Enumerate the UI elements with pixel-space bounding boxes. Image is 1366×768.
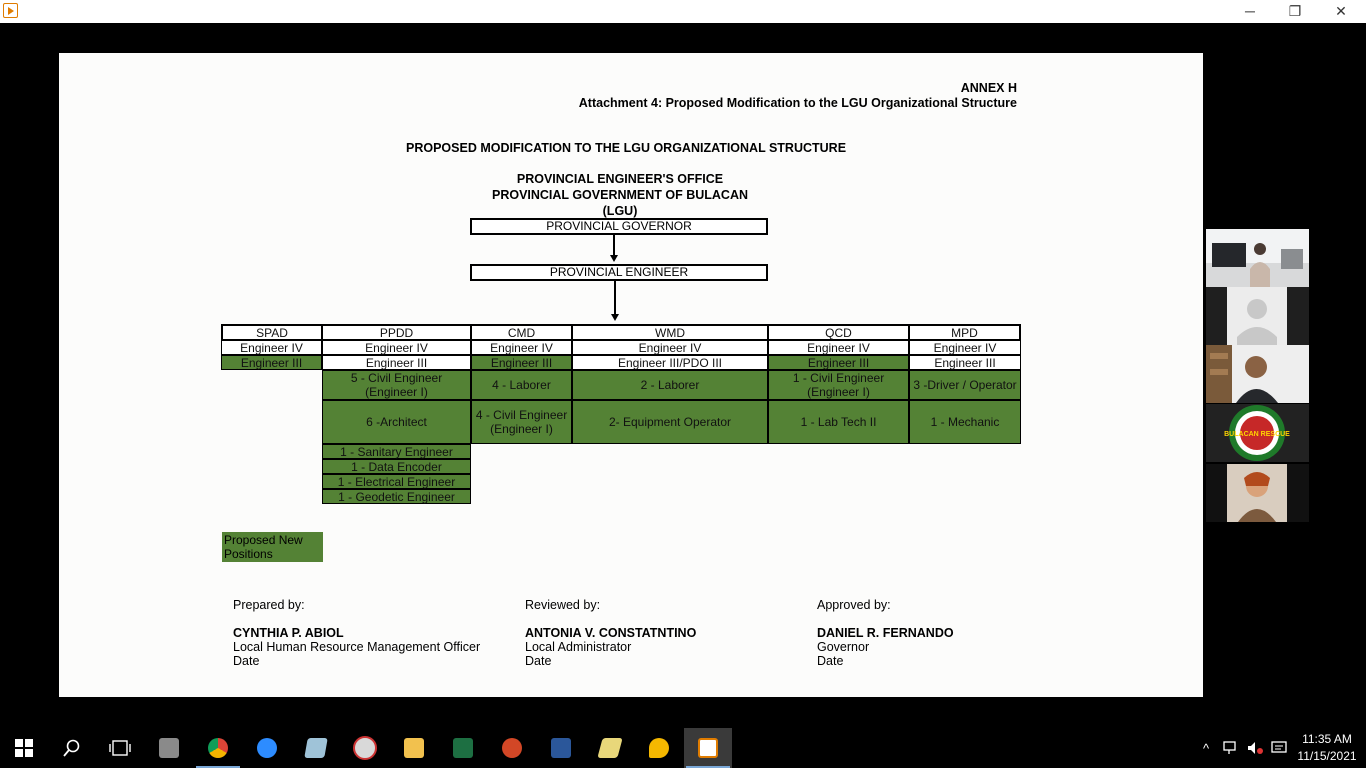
org-cell: Engineer III <box>322 355 471 370</box>
start-button[interactable] <box>0 728 48 768</box>
org-cell-proposed: Engineer III <box>221 355 322 370</box>
taskbar-chat[interactable] <box>635 728 683 768</box>
taskbar-sticky-folder[interactable] <box>586 728 634 768</box>
clock-time: 11:35 AM <box>1302 732 1352 746</box>
org-cell-proposed: 2- Equipment Operator <box>572 400 768 444</box>
zoom-icon <box>257 738 277 758</box>
sticky-notes-icon <box>597 738 622 758</box>
taskbar-powerpoint[interactable] <box>488 728 536 768</box>
app-icon <box>3 3 18 18</box>
clock[interactable] <box>1292 731 1362 765</box>
org-cell: Engineer III/PDO III <box>572 355 768 370</box>
org-cell: Engineer IV <box>572 340 768 355</box>
division-header-spad: SPAD <box>221 324 322 340</box>
org-cell: Engineer IV <box>471 340 572 355</box>
division-header-qcd: QCD <box>768 324 909 340</box>
excel-icon <box>453 738 473 758</box>
attachment-label: Attachment 4: Proposed Modification to the LGU Organizational Structure <box>578 96 1017 110</box>
org-cell-proposed: 1 - Electrical Engineer <box>322 474 471 489</box>
taskbar-chrome[interactable] <box>194 728 242 768</box>
org-cell-proposed: 1 - Geodetic Engineer <box>322 489 471 504</box>
provincial-governor-box: PROVINCIAL GOVERNOR <box>470 218 768 235</box>
approved-title: Governor <box>817 640 870 654</box>
lgu-label: (LGU) <box>602 204 638 218</box>
approved-label: Approved by: <box>817 598 891 612</box>
participant-photo <box>1206 345 1309 403</box>
close-button[interactable]: ✕ <box>1335 3 1347 19</box>
org-cell-proposed: 4 - Laborer <box>471 370 572 400</box>
notes-icon <box>304 738 328 758</box>
rescue-logo-icon <box>1206 404 1309 462</box>
reviewed-name: ANTONIA V. CONSTATNTINO <box>525 626 697 640</box>
avatar-placeholder-icon <box>1206 287 1309 345</box>
participant-photo <box>1206 464 1309 522</box>
org-cell-proposed: 2 - Laborer <box>572 370 768 400</box>
taskbar-word[interactable] <box>537 728 585 768</box>
taskbar-app-notes[interactable] <box>292 728 340 768</box>
window-titlebar <box>0 0 1366 23</box>
participant-video-5[interactable] <box>1206 464 1309 522</box>
provincial-engineer-box: PROVINCIAL ENGINEER <box>470 264 768 281</box>
reviewed-title: Local Administrator <box>525 640 632 654</box>
taskbar-excel[interactable] <box>439 728 487 768</box>
taskbar-calculator[interactable] <box>145 728 193 768</box>
org-cell: Engineer III <box>909 355 1021 370</box>
arrow-line <box>614 281 616 315</box>
prepared-date: Date <box>233 654 260 668</box>
network-icon[interactable] <box>1220 728 1242 768</box>
prepared-title: Local Human Resource Management Officer <box>233 640 481 654</box>
division-header-mpd: MPD <box>909 324 1021 340</box>
org-cell: Engineer IV <box>909 340 1021 355</box>
windows-taskbar <box>0 728 1366 768</box>
chat-bubble-icon <box>649 738 669 758</box>
media-player-icon <box>698 738 718 758</box>
org-cell-proposed: 6 -Architect <box>322 400 471 444</box>
snipping-tool-icon <box>353 736 377 760</box>
main-title: PROPOSED MODIFICATION TO THE LGU ORGANIZATIONAL STRUCTURE <box>406 141 847 155</box>
participant-video-4[interactable] <box>1206 404 1309 462</box>
org-cell: Engineer IV <box>322 340 471 355</box>
participant-video-3[interactable] <box>1206 345 1309 403</box>
notifications-icon[interactable] <box>1268 728 1290 768</box>
government-title: PROVINCIAL GOVERNMENT OF BULACAN <box>491 188 749 202</box>
minimize-button[interactable]: ─ <box>1245 3 1255 19</box>
svg-text:BULACAN RESCUE: BULACAN RESCUE <box>1224 431 1290 438</box>
org-cell: Engineer IV <box>221 340 322 355</box>
word-icon <box>551 738 571 758</box>
clock-date: 11/15/2021 <box>1297 749 1357 763</box>
show-hidden-icons-button[interactable]: ^ <box>1202 740 1210 756</box>
task-view-button[interactable] <box>96 728 144 768</box>
org-cell-proposed: Engineer III <box>471 355 572 370</box>
org-cell-proposed: 4 - Civil Engineer (Engineer I) <box>471 400 572 444</box>
windows-start-icon <box>15 739 33 757</box>
arrow-head <box>610 255 618 262</box>
volume-muted-icon[interactable] <box>1244 728 1266 768</box>
powerpoint-icon <box>502 738 522 758</box>
participant-video-1[interactable] <box>1206 229 1309 287</box>
chrome-icon <box>208 738 228 758</box>
org-cell: Engineer IV <box>768 340 909 355</box>
approved-name: DANIEL R. FERNANDO <box>817 626 954 640</box>
division-header-ppdd: PPDD <box>322 324 471 340</box>
prepared-name: CYNTHIA P. ABIOL <box>233 626 344 640</box>
org-cell-proposed: 5 - Civil Engineer (Engineer I) <box>322 370 471 400</box>
search-button[interactable] <box>48 728 96 768</box>
org-cell-proposed: 1 - Mechanic <box>909 400 1021 444</box>
org-cell-proposed: 1 - Civil Engineer (Engineer I) <box>768 370 909 400</box>
participant-video-2[interactable] <box>1206 287 1309 345</box>
taskbar-zoom[interactable] <box>243 728 291 768</box>
participant-photo <box>1206 229 1309 287</box>
folder-icon <box>404 738 424 758</box>
annex-label: ANNEX H <box>960 81 1017 95</box>
arrow-line <box>613 235 615 256</box>
prepared-label: Prepared by: <box>233 598 305 612</box>
org-cell-proposed: 3 -Driver / Operator <box>909 370 1021 400</box>
taskbar-snipping-tool[interactable] <box>341 728 389 768</box>
taskbar-media-player[interactable] <box>684 728 732 768</box>
shared-slide <box>59 53 1203 697</box>
task-view-icon <box>109 739 131 757</box>
approved-date: Date <box>817 654 844 668</box>
reviewed-date: Date <box>525 654 552 668</box>
org-cell-proposed: 1 - Data Encoder <box>322 459 471 474</box>
legend-proposed-new-positions: Proposed New Positions <box>222 532 323 562</box>
org-cell-proposed: 1 - Lab Tech II <box>768 400 909 444</box>
search-icon <box>63 739 81 757</box>
calculator-icon <box>159 738 179 758</box>
office-title: PROVINCIAL ENGINEER'S OFFICE <box>516 172 724 186</box>
division-header-cmd: CMD <box>471 324 572 340</box>
division-header-wmd: WMD <box>572 324 768 340</box>
taskbar-file-explorer[interactable] <box>390 728 438 768</box>
arrow-head <box>611 314 619 321</box>
reviewed-label: Reviewed by: <box>525 598 601 612</box>
org-cell-proposed: 1 - Sanitary Engineer <box>322 444 471 459</box>
org-cell-proposed: Engineer III <box>768 355 909 370</box>
restore-button[interactable]: ❐ <box>1288 3 1302 19</box>
